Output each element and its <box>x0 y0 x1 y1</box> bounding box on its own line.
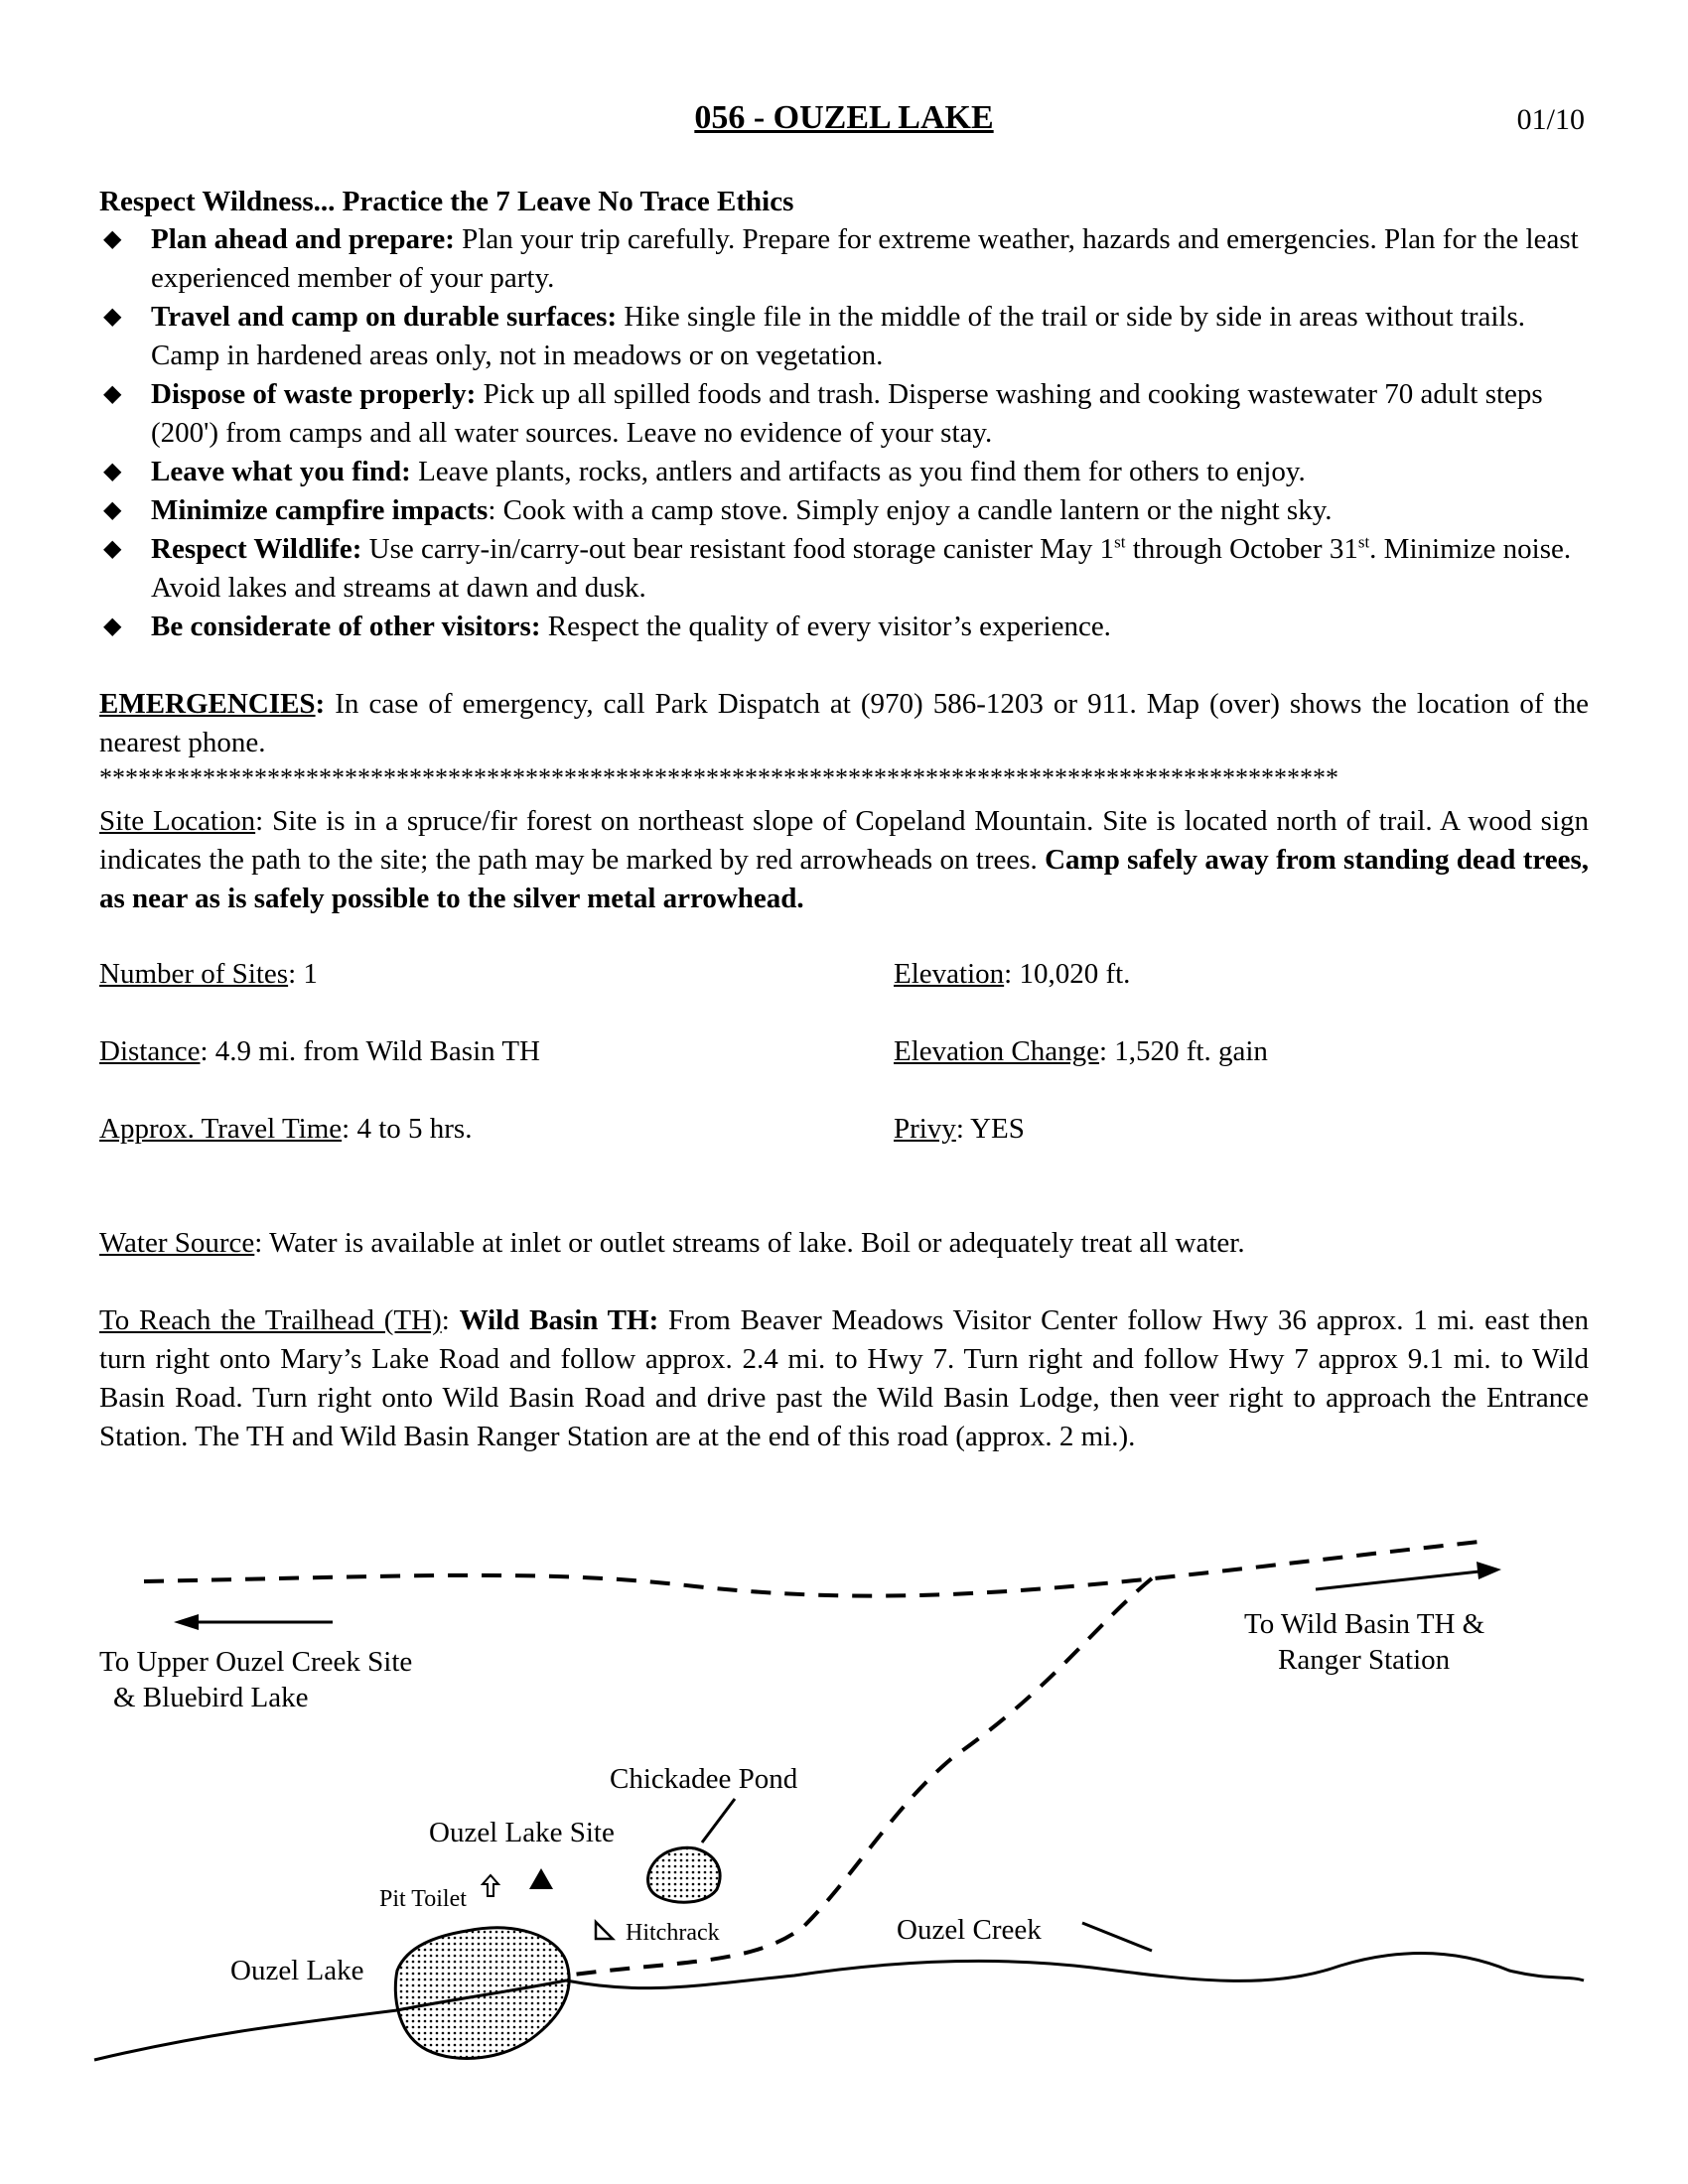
hitchrack-label: Hitchrack <box>626 1920 720 1946</box>
emergencies-paragraph: EMERGENCIES: In case of emergency, call Park Dispatch at (970) 586-1203 or 911. Map (over) shows the location of the nearest phone. <box>99 688 1589 758</box>
list-item: ◆ Respect Wildlife: Use carry-in/carry-out bear resistant food storage canister May 1st through October 31st. Minimize noise. Avoid lakes and streams at dawn and dusk. <box>99 530 1589 608</box>
travel-time: Approx. Travel Time: 4 to 5 hrs. <box>99 1113 473 1145</box>
separator-line: ************************************************************************************************ <box>99 763 1338 792</box>
ouzel-creek-label: Ouzel Creek <box>897 1914 1042 1946</box>
arrow-right-icon <box>1316 1571 1479 1589</box>
diamond-bullet-icon: ◆ <box>103 226 122 252</box>
list-item: ◆ Be considerate of other visitors: Respect the quality of every visitor’s experience. <box>99 608 1589 646</box>
diamond-bullet-icon: ◆ <box>103 381 122 407</box>
diamond-bullet-icon: ◆ <box>103 497 122 523</box>
chickadee-pond-label: Chickadee Pond <box>610 1763 798 1795</box>
chickadee-leader-line <box>702 1799 735 1843</box>
list-item: ◆ Dispose of waste properly: Pick up all spilled foods and trash. Disperse washing and cooking wastewater 70 adult steps (200') from camps and all water sources. Leave no evidence of your stay. <box>99 375 1589 453</box>
site-map <box>0 1509 1688 2095</box>
water-source-paragraph: Water Source: Water is available at inlet or outlet streams of lake. Boil or adequately treat all water. <box>99 1227 1245 1259</box>
page-title: 056 - OUZEL LAKE <box>694 99 994 136</box>
pit-toilet-icon <box>483 1875 498 1896</box>
hitchrack-icon <box>596 1922 613 1939</box>
campsite-triangle-icon <box>529 1868 553 1889</box>
creek-leader-line <box>1082 1923 1152 1951</box>
list-item: ◆ Minimize campfire impacts: Cook with a camp stove. Simply enjoy a candle lantern or the night sky. <box>99 491 1589 530</box>
to-upper-label-2: & Bluebird Lake <box>113 1682 309 1713</box>
pit-toilet-label: Pit Toilet <box>379 1886 467 1912</box>
elevation-change: Elevation Change: 1,520 ft. gain <box>894 1035 1268 1067</box>
lnt-heading: Respect Wildness... Practice the 7 Leave No Trace Ethics <box>99 186 794 217</box>
arrow-left-head <box>174 1614 199 1630</box>
distance: Distance: 4.9 mi. from Wild Basin TH <box>99 1035 541 1067</box>
number-of-sites: Number of Sites: 1 <box>99 958 318 990</box>
to-wild-basin-label-1: To Wild Basin TH & <box>1244 1608 1485 1640</box>
list-item: ◆ Travel and camp on durable surfaces: Hike single file in the middle of the trail or side by side in areas without trails. Camp in hardened areas only, not in meadows or on vegetation. <box>99 298 1589 375</box>
list-item: ◆ Leave what you find: Leave plants, rocks, antlers and artifacts as you find them for others to enjoy. <box>99 453 1589 491</box>
elevation: Elevation: 10,020 ft. <box>894 958 1131 990</box>
list-item: ◆ Plan ahead and prepare: Plan your trip carefully. Prepare for extreme weather, hazards and emergencies. Plan for the least experienced member of your party. <box>99 220 1589 298</box>
to-wild-basin-label-2: Ranger Station <box>1278 1644 1451 1676</box>
main-trail <box>144 1542 1479 1596</box>
arrow-right-head <box>1477 1562 1501 1579</box>
site-location-paragraph: Site Location: Site is in a spruce/fir forest on northeast slope of Copeland Mountain. Site is located north of trail. A wood sign indicates the path to the site; the path may be marked by red arrowheads on trees. Camp safely away from standing dead trees, as near as is safely possible to the silver metal arrowhead. <box>99 805 1589 914</box>
trailhead-paragraph: To Reach the Trailhead (TH): Wild Basin TH: From Beaver Meadows Visitor Center follow Hwy 36 approx. 1 mi. east then turn right onto Mary’s Lake Road and follow approx. 2.4 mi. to Hwy 7. Turn right and follow Hwy 7 approx 9.1 mi. to Wild Basin Road. Turn right onto Wild Basin Road and drive past the Wild Basin Lodge, then veer right to approach the Entrance Station. The TH and Wild Basin Ranger Station are at the end of this road (approx. 2 mi.). <box>99 1304 1589 1452</box>
chickadee-pond-shape <box>648 1847 720 1902</box>
diamond-bullet-icon: ◆ <box>103 614 122 639</box>
lnt-list <box>99 220 1589 646</box>
ouzel-lake-site-label: Ouzel Lake Site <box>429 1817 615 1848</box>
diamond-bullet-icon: ◆ <box>103 459 122 484</box>
revision-date: 01/10 <box>1516 103 1585 136</box>
ouzel-lake-shape <box>395 1928 569 2059</box>
diamond-bullet-icon: ◆ <box>103 304 122 330</box>
diamond-bullet-icon: ◆ <box>103 536 122 562</box>
privy: Privy: YES <box>894 1113 1025 1145</box>
ouzel-lake-label: Ouzel Lake <box>230 1955 364 1986</box>
to-upper-label-1: To Upper Ouzel Creek Site <box>99 1646 413 1678</box>
